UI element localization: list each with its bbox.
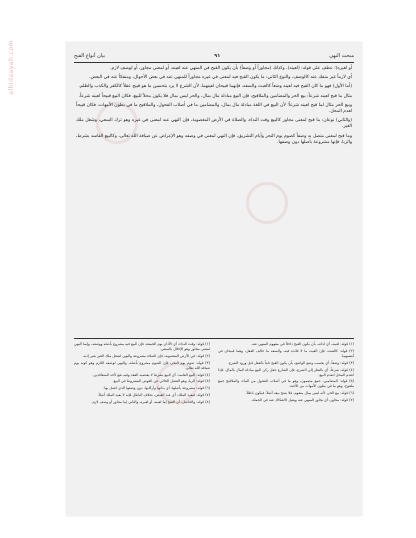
- footnote-rule: [74, 338, 354, 339]
- footnote-column-right: [218, 342, 354, 504]
- footnotes: [74, 342, 354, 504]
- footnote: (١) قوله: وقت النداء، أي الأذان يوم الجمعة، فإن البيع فيه مشروع بأصله ووصفه، وإنما النهي لمعنى مجاور وهو الإخلال بالسعي.: [74, 342, 210, 351]
- paragraph: (والثاني) نوعان: ما قبح لمعنى مجاور كالبيع وقت النداء، والصلاة في الأرض المغصوبة، فإن النهي عنه لمعنى في غيره وهو ترك السعي، وشغل ملك الغير.: [76, 118, 352, 130]
- footnote: (١) قوله: لعينه، أي لذاته، بأن يكون القبح داخلاً في مفهوم المنهي عنه.: [250, 342, 354, 346]
- page-header: [74, 50, 354, 62]
- footnote: (٤) قوله: شرعاً، أي بالنظر إلى الشرع، فإن الشارع جعل ركن البيع مبادلة المال بالمال، فإذا انعدم المحل انعدم البيع.: [218, 367, 354, 377]
- paragraph: (أما الأول) فهو ما كان القبح فيه لعينه وضعاً كالعبث والسفه، فإنهما قبيحان لعينهما، لأن الشرع لا يرد بتحسين ما هو قبيح عقلاً كالكفر والكذب والظلم.: [78, 84, 352, 90]
- paragraph: مثال ما قبح لعينه شرعاً: بيع الحر والمضامين والملاقيح، فإن البيع مبادلة مال بمال، والحر ليس بمال فلا يكون محلاً للبيع، فكان البيع قبيحاً لعينه شرعاً.: [78, 93, 352, 99]
- footnote-column-left: [74, 342, 210, 504]
- header-rule: [74, 62, 354, 63]
- footnote: (٤) قوله: البيع الفاسد، أي البيع بشرط لا يقتضيه العقد وفيه نفع لأحد المتعاقدين.: [92, 372, 210, 377]
- main-text: [76, 66, 352, 149]
- footnote: (٣) قوله: صوم يوم النحر، فإن الصوم مشروع بأصله، والنهي لوصفه اللازم وهو كونه يوم ضيافة الله تعالى.: [74, 360, 210, 370]
- watermark-logo-icon: [246, 182, 288, 224]
- header-right-title: مبحث النهي: [329, 53, 354, 59]
- watermark-text: alhidaayah.com: [8, 40, 15, 95]
- paragraph: وبيع الحر مثال لما قبح لعينه شرعاً؛ لأن البيع في اللغة مبادلة مال بمال، والمضامين ما في أصلاب الفحول، والملاقيح ما في بطون الأمهات، فكان قبيحاً لعدم المحل.: [76, 102, 352, 115]
- footnote: (٦) قوله: بيع الحر، لأنه ليس بمال متقوم، فلا يصح بيعه أصلاً، فيكون باطلاً.: [245, 391, 354, 396]
- footnote: (٢) قوله: كالعبث، فإن العبث ما لا فائدة فيه، والسفه ما خالف العقل، وهما قبيحان في أنفسهما.: [218, 348, 354, 358]
- footnote: (٧) قوله: فيفيد الملك، أي عند القبض، بخلاف الباطل فإنه لا يفيد الملك أصلاً.: [97, 393, 210, 398]
- paragraph: أو لغيره)؛ عطف على قوله: (لعينه)، وكذلك (مجاوراً أو وصفاً) بأن يكون القبح في المنهي عنه لعينه، أو لمعنى مجاور، أو لوصف لازم.: [110, 66, 352, 71]
- paragraph: وما قبح لمعنى متصل به وصفاً كصوم يوم النحر وأيام التشريق، فإن النهي لمعنى في وصفه وهو الإعراض عن ضيافة الله تعالى، وكالبيع الفاسد بشرط، والربا، فإنها مشروعة بأصلها دون وصفها.: [76, 133, 352, 145]
- footnote: (٥) قوله: الربا، وهو الفضل الخالي عن العوض المشروط في البيع.: [112, 379, 210, 384]
- footnote: (٢) قوله: في الأرض المغصوبة، فإن الصلاة مشروعة والنهي لشغل ملك الغير بغير إذنه.: [82, 353, 210, 358]
- footnote: (٨) قوله: والحاصل، أن القبح إما لعينه، أو لغيره، والثاني إما مجاور أو وصف لازم.: [91, 400, 210, 405]
- footnote: (٦) قوله: مشروعة بأصلها، أي بذاتها وأركانها، دون وصفها الذي اتصل بها.: [103, 386, 210, 391]
- page-number: ٩١: [214, 53, 221, 59]
- footnote: (٧) قوله: مجاور، أي يجاور المنهي عنه ويقبل الانفكاك عنه في الجملة.: [251, 398, 354, 403]
- header-left-title: بيان أنواع القبح: [74, 53, 106, 59]
- book-page: [66, 42, 362, 516]
- footnote: (٥) قوله: المضامين، جمع مضمون، وهو ما في أصلاب الفحول من الماء، والملاقيح جمع ملقوح، وهو ما في بطون الأمهات من الأجنة.: [218, 379, 354, 389]
- footnote: (٣) قوله: وضعاً، أي بحسب وضع الواضع، بأن يكون القبح ثابتاً بالعقل قبل ورود الشرع.: [227, 360, 354, 365]
- paragraph: أي لازماً غير منفك عنه كالوصف، والنوع الثاني: ما يكون القبح فيه لمعنى في غيره مجاوراً للمنهي عنه في بعض الأحوال، ومنفكاً عنه في البعض.: [89, 75, 352, 81]
